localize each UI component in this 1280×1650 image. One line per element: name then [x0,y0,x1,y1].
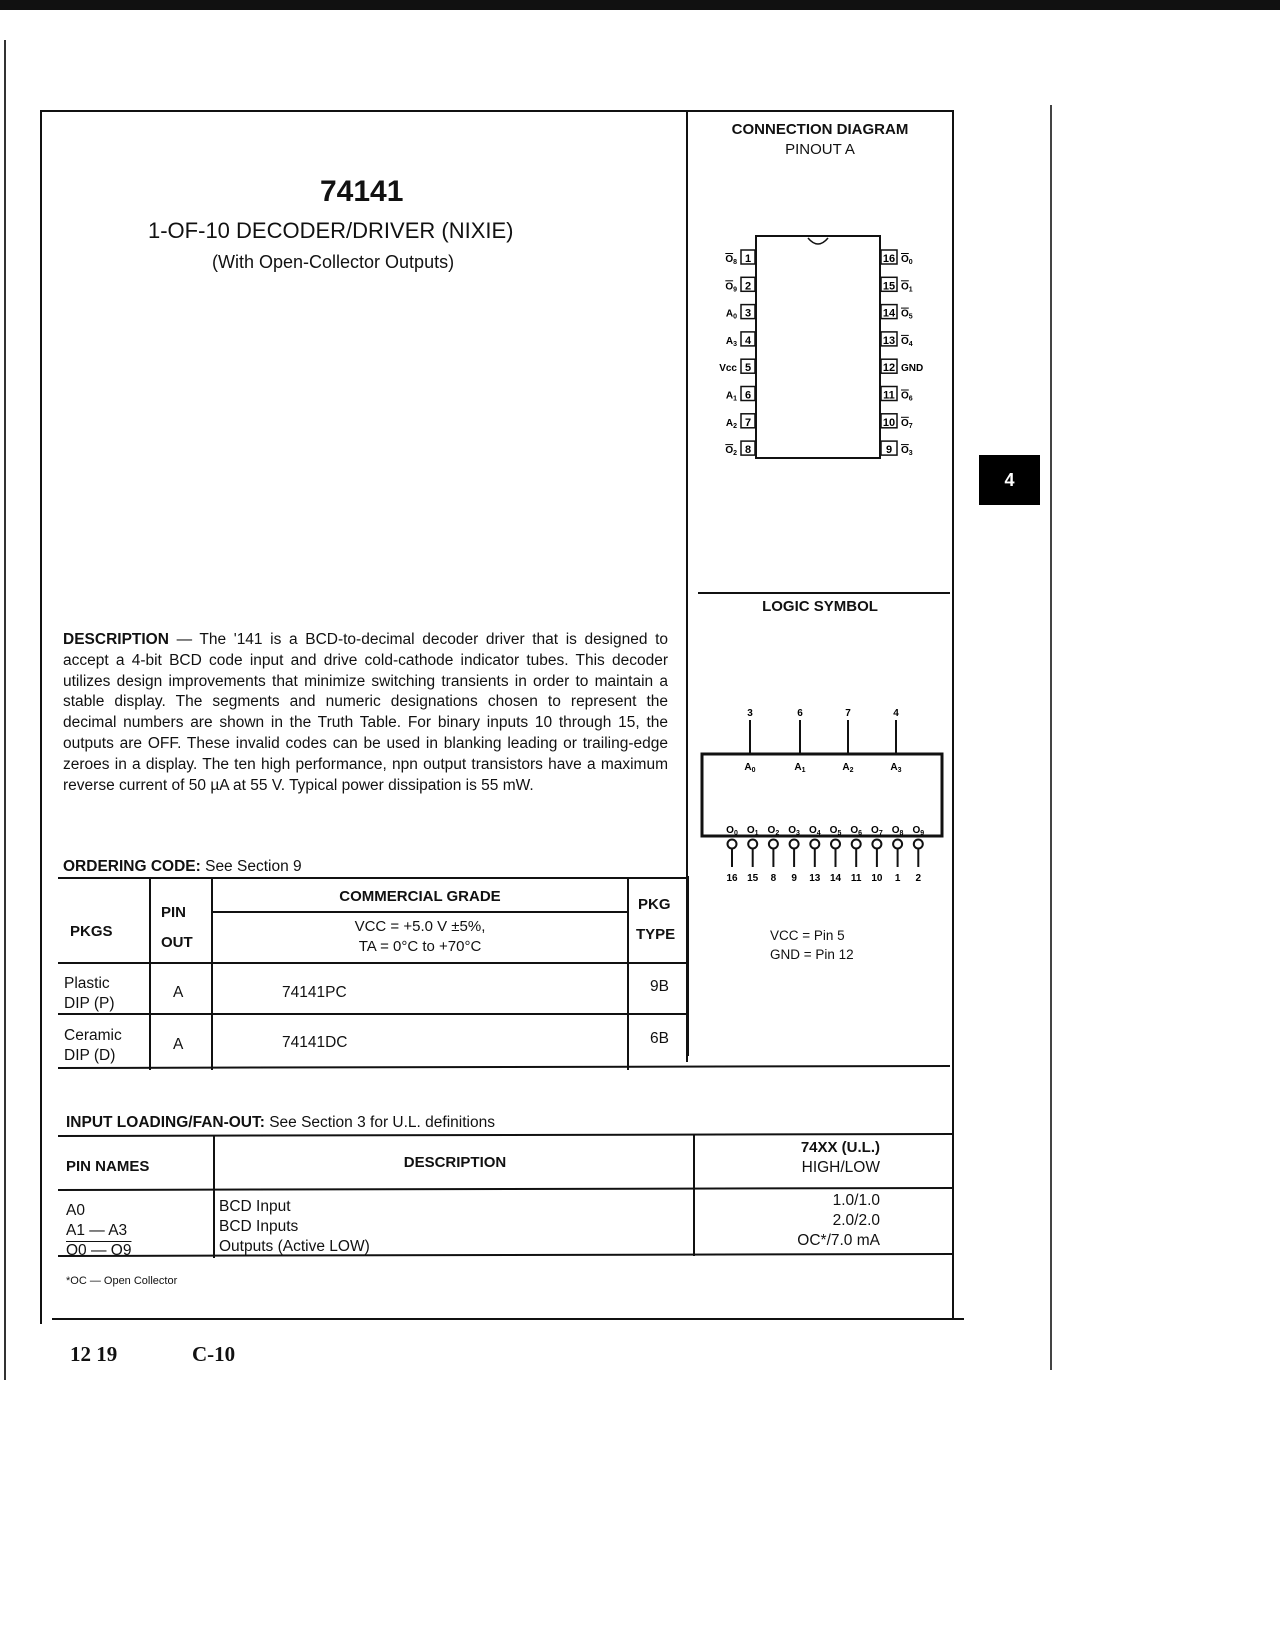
dip-pin-left [726,387,755,403]
pin-number: 12 [882,362,896,375]
pin-label: $O_8$ [725,254,737,266]
output-label: $O_9$ [912,825,925,837]
gnd-pin-note: GND = Pin 12 [770,947,854,962]
pin-label: $O_2$ [725,445,737,458]
logic-input [890,708,901,774]
part-subtitle-2: (With Open-Collector Outputs) [212,252,455,272]
output-pin-number: 10 [871,873,883,884]
pin-label: $A_1$ [725,390,737,403]
pin-number: 14 [882,307,896,320]
output-label: $O_4$ [808,825,821,837]
pin-label: $O_7$ [901,417,913,430]
logic-block [702,754,942,836]
input-label: $A_0$ [744,762,756,774]
dip-pin-left [725,277,755,293]
input-pin-number: 4 [893,708,899,719]
pin-names-header: PIN NAMES [66,1158,150,1175]
input-pin-number: 6 [797,708,803,719]
pin-number: 5 [744,362,752,375]
order-code: 74141PC [282,984,347,1001]
pkg-type-value: 6B [650,1030,669,1047]
pinout-label: PINOUT A [785,141,855,158]
description-heading: DESCRIPTION [63,631,169,648]
output-pin-number: 2 [915,873,922,884]
scan-edge [0,0,1280,10]
input-label: $A_2$ [842,762,854,774]
open-collector-footnote: *OC — Open Collector [66,1275,178,1287]
description-paragraph [63,630,668,796]
dip-body [756,236,880,458]
unit-load: 2.0/2.0 [832,1212,880,1229]
vcc-pin-note: VCC = Pin 5 [770,928,845,943]
pin-label: GND [901,363,924,375]
logic-symbol-rule [698,592,950,594]
dip-pin-left [726,332,755,348]
output-pin-number: 11 [850,873,862,884]
pin-label: $O_0$ [901,254,913,266]
input-loading-ref: See Section 3 for U.L. definitions [264,1114,495,1131]
dip-pin-right [881,359,923,374]
dip-pin-left [726,305,755,321]
pin-number: 4 [744,334,752,347]
output-pin-number: 15 [747,873,759,884]
dip-pin-left [719,359,755,374]
dip-notch [808,238,828,244]
inversion-bubble [790,840,799,849]
page-code: C-10 [192,1342,236,1366]
dip-pin-right [881,277,913,293]
pin-description: BCD Input [219,1198,291,1215]
logic-input [744,708,755,774]
inversion-bubble [810,840,819,849]
inversion-bubble [728,840,737,849]
page-number: 12 19 [70,1342,118,1366]
logic-symbol-title: LOGIC SYMBOL [762,598,878,615]
pin-label: $O_3$ [901,445,913,458]
part-subtitle: 1-OF-10 DECODER/DRIVER (NIXIE) [148,218,514,243]
order-code: 74141DC [282,1034,348,1051]
description-text: — The '141 is a BCD-to-decimal decoder driver that is designed to accept a 4-bit BCD code input and drive cold-cathode indicator tubes. This decoder utilizes design improvements that minimize switching transients in order to maintain a stable display. The segments and numeric designations chosen to represent the decimal numbers are shown in the Truth Table. For binary inputs 10 through 15, the outputs are OFF. These invalid codes can be used in blanking leading or trailing-edge zeroes in a display. The ten high performance, npn output transistors have a maximum reverse current of 50 µA at 55 V. Typical power dissipation is 55 mW. [63,631,668,794]
pin-label: $O_4$ [901,335,913,348]
pin-label: $A_2$ [725,417,737,430]
ordering-table-lines [58,876,950,1072]
pin-number: 15 [882,280,896,293]
section-tab: 4 [979,455,1040,505]
dip-pin-right [881,414,913,430]
output-pin-number: 13 [809,873,821,884]
pin-label: Vcc [719,363,737,375]
connection-diagram-heading: CONNECTION DIAGRAM [731,121,909,138]
pin-number: 9 [885,444,893,457]
pin-label: $O_5$ [901,308,913,321]
ordering-code-heading: ORDERING CODE: [63,858,201,875]
dip-pin-left [725,250,755,266]
pkg-type-value: 9B [650,978,669,995]
inversion-bubble [852,840,861,849]
unit-load: 1.0/1.0 [832,1192,880,1209]
output-label: $O_3$ [788,825,800,837]
dip-pin-right [881,250,913,266]
inversion-bubble [748,840,757,849]
pin-number: 13 [882,334,896,347]
output-label: $O_1$ [746,825,759,837]
part-number-title: 74141 [320,175,404,208]
pinout-value: A [173,984,184,1001]
inversion-bubble [914,840,923,849]
output-label: $O_7$ [871,825,883,837]
dip-pin-right [881,441,913,457]
pin-description: Outputs (Active LOW) [219,1238,370,1255]
input-loading-heading: INPUT LOADING/FAN-OUT: [66,1114,265,1131]
pin-label: $O_1$ [901,281,913,294]
frame-bottom-border [52,1318,964,1320]
dip-pin-left [725,441,755,457]
pin-label: $O_6$ [901,390,913,403]
input-pin-number: 3 [747,708,753,719]
inversion-bubble [893,840,902,849]
output-label: $O_8$ [891,825,904,837]
pin-out-header-2: OUT [161,934,193,951]
pin-number: 1 [744,253,752,265]
dip-package-diagram [700,230,940,470]
pin-number: 10 [882,416,896,429]
ordering-code-label [63,858,302,876]
output-pin-number: 1 [894,873,901,884]
pkg-type-header-1: PKG [638,896,671,913]
inversion-bubble [831,840,840,849]
output-pin-number: 14 [829,873,842,884]
connection-diagram-title [700,120,940,160]
inversion-bubble [769,840,778,849]
ul-header [700,1138,940,1178]
pin-name: O0 — O9 [66,1242,132,1259]
logic-input [842,708,853,774]
pin-number: 7 [744,416,752,429]
unit-load: OC*/7.0 mA [797,1232,880,1249]
pkg-type-header-2: TYPE [636,926,676,943]
pin-name: A0 [66,1202,85,1219]
pin-name: A1 — A3 [66,1222,128,1239]
pin-number: 6 [744,389,752,402]
input-loading-label [66,1114,495,1132]
commercial-condition-1: VCC = +5.0 V ±5%, [354,918,486,935]
pin-description: BCD Inputs [219,1218,299,1235]
pin-label: $O_9$ [725,281,737,294]
pinout-value: A [173,1036,184,1053]
pin-label: $A_3$ [725,335,737,348]
pkg-name: Ceramic DIP (D) [64,1027,122,1064]
logic-input [794,708,805,774]
scan-left-edge [4,40,6,1380]
pkgs-header: PKGS [70,923,113,940]
input-label: $A_3$ [890,762,902,774]
ul-header-2: HIGH/LOW [801,1159,880,1176]
output-label: $O_0$ [726,825,738,837]
page-right-rule [1050,105,1052,1370]
pin-out-header-1: PIN [161,904,187,921]
description-header: DESCRIPTION [403,1154,507,1171]
output-pin-number: 9 [791,873,797,884]
commercial-grade-header: COMMERCIAL GRADE [339,888,501,905]
inversion-bubble [872,840,881,849]
commercial-condition-2: TA = 0°C to +70°C [358,938,482,955]
output-pin-number: 16 [726,873,738,884]
pin-number: 2 [744,280,752,293]
pin-number: 11 [883,389,895,402]
dip-pin-left [726,414,755,430]
pin-number: 3 [744,307,752,320]
output-label: $O_2$ [767,825,780,837]
input-label: $A_1$ [794,762,806,774]
pin-number: 8 [744,444,752,457]
input-pin-number: 7 [845,708,851,719]
pin-label: $A_0$ [725,308,737,321]
pin-number: 16 [882,253,896,265]
logic-symbol-diagram [698,700,950,890]
dip-pin-right [881,387,913,403]
ul-header-1: 74XX (U.L.) [800,1139,880,1156]
output-label: $O_6$ [850,825,863,837]
output-pin-number: 8 [770,873,777,884]
dip-pin-right [881,332,913,348]
output-label: $O_5$ [829,825,842,837]
pkg-name: Plastic DIP (P) [64,975,115,1012]
dip-pin-right [881,305,913,321]
ordering-code-ref: See Section 9 [200,858,302,875]
